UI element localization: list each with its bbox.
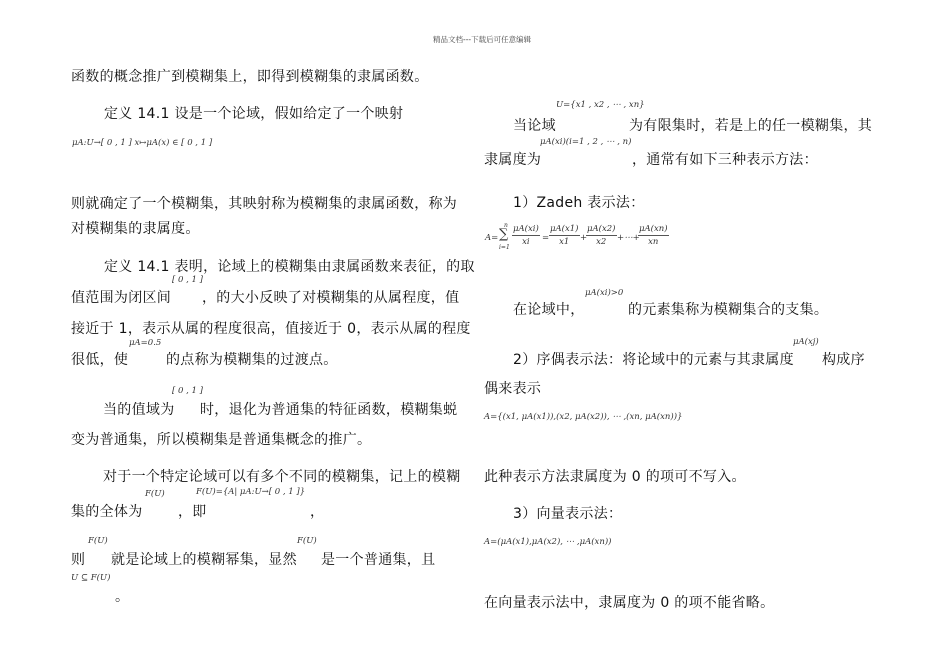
paragraph-finite-line2a: 隶属度为 bbox=[484, 152, 542, 168]
paragraph-finite-line2b: ，通常有如下三种表示方法： bbox=[632, 152, 818, 168]
zadeh-term-n bbox=[638, 224, 669, 247]
formula-membership-degrees: μA(xi)(i=1 , 2 , ⋯ , n) bbox=[540, 137, 632, 147]
zadeh-plus: + bbox=[580, 233, 588, 243]
heading-zadeh: 1）Zadeh 表示法： bbox=[513, 195, 645, 211]
formula-interval: [ 0 , 1 ] bbox=[172, 275, 203, 285]
definition-14-1: 定义 14.1 设是一个论域，假如给定了一个映射 bbox=[104, 106, 404, 122]
paragraph-powerset-line2a: 集的全体为 bbox=[71, 504, 143, 520]
zadeh-term-n-denominator: xn bbox=[648, 237, 659, 247]
formula-universe: U={x1 , x2 , ⋯ , xn} bbox=[556, 100, 645, 110]
heading-ordered-pairs-b: 构成序 bbox=[822, 352, 865, 368]
heading-ordered-pairs-a: 2）序偶表示法：将论域中的元素与其隶属度 bbox=[513, 352, 794, 368]
zadeh-term-2-numerator: μA(x2) bbox=[587, 224, 616, 234]
zadeh-term-general-numerator: μA(xi) bbox=[513, 224, 539, 234]
paragraph-membership-line2: 对模糊集的隶属度。 bbox=[71, 221, 200, 237]
formula-interval-b: [ 0 , 1 ] bbox=[172, 386, 203, 396]
zadeh-term-general-denominator: xi bbox=[522, 237, 530, 247]
paragraph-powerset-end: 。 bbox=[115, 589, 130, 605]
formula-muxj: μA(xj) bbox=[793, 337, 819, 347]
paragraph-range-line4a: 很低，使 bbox=[71, 352, 129, 368]
paragraph-no-omit: 在向量表示法中，隶属度为 0 的项不能省略。 bbox=[484, 595, 775, 611]
formula-subset: U ⊆ F(U) bbox=[71, 573, 111, 583]
paragraph-finite-line1b: 为有限集时，若是上的任一模糊集，其 bbox=[629, 118, 873, 134]
formula-FU-3: F(U) bbox=[297, 536, 317, 546]
zadeh-sum-sign: ∑ bbox=[499, 227, 509, 242]
zadeh-term-1-denominator: x1 bbox=[559, 237, 570, 247]
formula-FU-1: F(U) bbox=[145, 489, 165, 499]
zadeh-term-n-numerator: μA(xn) bbox=[639, 224, 668, 234]
heading-ordered-pairs-c: 偶来表示 bbox=[484, 381, 542, 397]
zadeh-term-1-numerator: μA(x1) bbox=[550, 224, 579, 234]
page-header: 精品文档---下载后可任意编辑 bbox=[433, 35, 532, 44]
paragraph-range-line2b: ，的大小反映了对模糊集的从属程度，值 bbox=[202, 290, 460, 306]
formula-FU-definition: F(U)={A| μA:U→[ 0 , 1 ]} bbox=[196, 487, 306, 497]
zadeh-term-general bbox=[512, 224, 540, 247]
zadeh-term-2 bbox=[586, 224, 617, 247]
paragraph-powerset-line2b: ，即 bbox=[178, 504, 207, 520]
zadeh-sum-upper: n bbox=[504, 222, 508, 229]
formula-ordered-pairs: A={(x1, μA(x1)),(x2, μA(x2)), ⋯ ,(xn, μA(xn))} bbox=[484, 412, 683, 422]
formula-FU-2: F(U) bbox=[88, 536, 108, 546]
zadeh-term-1 bbox=[549, 224, 580, 247]
zadeh-equals: = bbox=[542, 233, 550, 243]
zadeh-ellipsis: +⋯+ bbox=[617, 233, 640, 243]
zadeh-lhs: A= bbox=[485, 233, 499, 243]
paragraph-omit-zero: 此种表示方法隶属度为 0 的项可不写入。 bbox=[484, 469, 746, 485]
paragraph-powerset-line2c: ， bbox=[310, 504, 325, 520]
paragraph-intro: 函数的概念推广到模糊集上，即得到模糊集的隶属函数。 bbox=[71, 69, 429, 85]
paragraph-support-b: 的元素集称为模糊集合的支集。 bbox=[628, 302, 829, 318]
paragraph-powerset-line3a: 则 bbox=[71, 552, 86, 568]
paragraph-range-line2a: 值范围为闭区间 bbox=[71, 290, 172, 306]
paragraph-support-a: 在论域中， bbox=[513, 302, 585, 318]
formula-half: μA=0.5 bbox=[129, 338, 162, 348]
zadeh-sum-lower: i=1 bbox=[499, 244, 510, 251]
paragraph-powerset-line1: 对于一个特定论域可以有多个不同的模糊集，记上的模糊 bbox=[103, 469, 461, 485]
formula-membership-map: μA:U→[ 0 , 1 ] x↦μA(x) ∈ [ 0 , 1 ] bbox=[72, 138, 213, 148]
formula-positive-membership: μA(xi)>0 bbox=[585, 288, 624, 298]
paragraph-degenerate-line1b: 时，退化为普通集的特征函数，模糊集蜕 bbox=[200, 402, 458, 418]
paragraph-finite-line1a: 当论域 bbox=[513, 118, 556, 134]
zadeh-term-2-denominator: x2 bbox=[596, 237, 607, 247]
paragraph-powerset-line3b: 就是论域上的模糊幂集，显然 bbox=[111, 552, 297, 568]
heading-vector: 3）向量表示法： bbox=[513, 506, 623, 522]
formula-vector: A=(μA(x1),μA(x2), ⋯ ,μA(xn)) bbox=[484, 537, 612, 547]
paragraph-range-line3: 接近于 1，表示从属的程度很高，值接近于 0，表示从属的程度 bbox=[71, 321, 471, 337]
paragraph-powerset-line3c: 是一个普通集，且 bbox=[321, 552, 436, 568]
paragraph-degenerate-line2: 变为普通集，所以模糊集是普通集概念的推广。 bbox=[71, 432, 372, 448]
paragraph-degenerate-line1a: 当的值域为 bbox=[103, 402, 175, 418]
paragraph-range-line1: 定义 14.1 表明，论域上的模糊集由隶属函数来表征，的取 bbox=[104, 259, 475, 275]
paragraph-range-line4b: 的点称为模糊集的过渡点。 bbox=[166, 352, 338, 368]
paragraph-membership-line1: 则就确定了一个模糊集，其映射称为模糊集的隶属函数，称为 bbox=[71, 196, 458, 212]
